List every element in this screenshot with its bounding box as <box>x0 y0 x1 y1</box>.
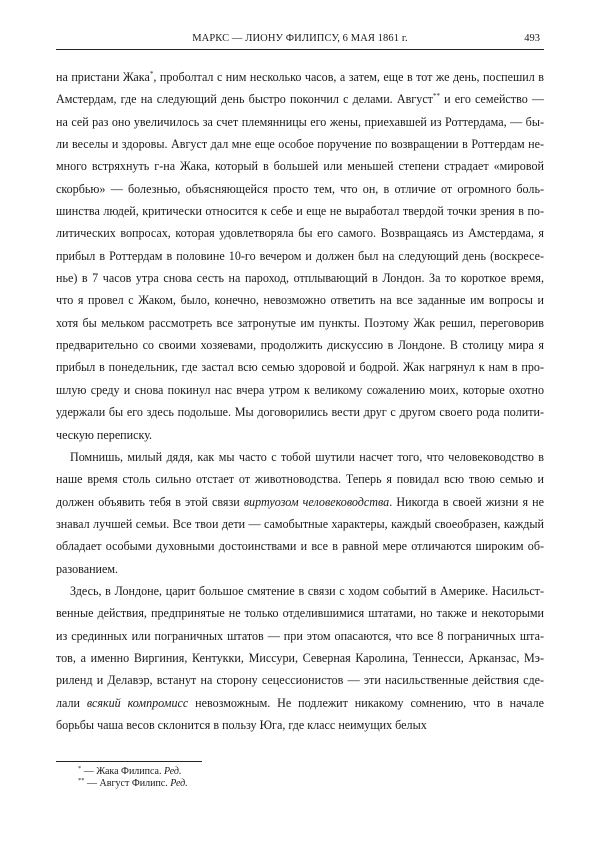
text-run: скорбью» — болезнью, объясняющейся просто тем, что он, в отличие от огромного боль- <box>56 181 544 196</box>
text-run: ли веселы и здоровы. Август дал мне еще особое поручение по возвращении в Роттердам не- <box>56 137 544 152</box>
italic-emphasis: всякий компромисс <box>86 695 189 710</box>
text-run: Помнишь, милый дядя, как мы часто с тобой шутили насчет того, что человеководство в <box>70 449 544 464</box>
footnote-mark: * <box>78 765 82 772</box>
text-line <box>56 356 544 378</box>
page-header <box>56 33 544 50</box>
text-line <box>56 267 544 289</box>
text-run: борьбы чаша весов склонится в пользу Юга, где класс неимущих белых <box>56 717 427 732</box>
text-run: удержали бы его здесь подольше. Мы договорились вести друг с другом своего рода полити- <box>56 405 544 420</box>
text-run: риленд и Делавэр, встанут на сторону сецессионистов — эти насильственные действия сде- <box>56 673 544 688</box>
text-run: из срединных или пограничных штатов — при этом опасаются, что все 8 пограничных шта- <box>56 628 544 643</box>
text-line <box>56 401 544 423</box>
footnote-text: — Жака Филипса. <box>81 766 164 777</box>
footnote <box>78 778 188 790</box>
text-line <box>56 133 544 155</box>
text-run: разованием. <box>56 561 119 576</box>
footnote <box>78 766 188 778</box>
text-line <box>56 155 544 177</box>
text-run: обладает особыми духовными достоинствами и все в равной мере отличаются широким об- <box>56 539 544 554</box>
text-line <box>56 178 544 200</box>
text-run: Амстердам, где на следующий день быстро покончил с делами. Август <box>56 92 433 107</box>
text-line <box>56 334 544 356</box>
text-run: и его семейство — <box>439 92 544 107</box>
text-run: . Никогда в своей жизни я не <box>389 494 544 509</box>
text-run: нье) в 7 часов утра снова сесть на пароход, отплывающий в Лондон. За то короткое время, <box>56 271 544 286</box>
text-run: предварительно со своими хозяевами, продолжить дискуссию в Лондоне. В столицу мира я <box>56 338 544 353</box>
text-run: знавал лучшей семьи. Все твои дети — самобытные характеры, каждый своеобразен, каждый <box>56 516 544 531</box>
text-run: прибыл в понедельник, где застал всю семью здоровой и бодрой. Жак нагрянул к нам в про- <box>56 360 544 375</box>
text-run: что я провел с Жаком, было, конечно, невозможно ответить на все заданные им вопросы и <box>56 293 544 308</box>
text-line <box>56 558 544 580</box>
italic-emphasis: виртуозом человеководства <box>243 494 390 509</box>
text-line <box>56 312 544 334</box>
text-line <box>56 714 544 736</box>
text-line <box>56 602 544 624</box>
text-run: венные действия, предпринятые не только отделившимися штатами, но также и некоторыми <box>56 606 544 621</box>
text-line <box>56 446 544 468</box>
text-line <box>56 379 544 401</box>
text-line <box>56 692 544 714</box>
text-run: невозможным. Не подлежит никакому сомнению, что в начале <box>188 695 544 710</box>
text-line <box>56 111 544 133</box>
text-line <box>56 200 544 222</box>
text-line <box>56 625 544 647</box>
text-line <box>56 491 544 513</box>
text-line <box>56 468 544 490</box>
text-line <box>56 289 544 311</box>
text-line <box>56 513 544 535</box>
running-title: МАРКС — ЛИОНУ ФИЛИПСУ, 6 МАЯ 1861 г. <box>192 33 408 44</box>
text-line <box>56 424 544 446</box>
text-line <box>56 580 544 602</box>
text-run: много встряхнуть г-на Жака, который в большей или меньшей степени страдает «мировой <box>56 159 544 174</box>
text-run: лали <box>56 695 87 710</box>
text-run: шинства людей, критически относится к себе и еще не выработал твердой точки зрения в по- <box>56 204 544 219</box>
text-run: прибыл в Роттердам в половине 10-го вечером и должен был на следующий день (воскресе- <box>56 248 544 263</box>
editor-note: Ред. <box>164 766 182 777</box>
text-run: литических вопросах, которая удовлетворяла бы его самого. Возвращаясь из Амстердама, я <box>56 226 544 241</box>
text-run: ческую переписку. <box>56 427 153 442</box>
footnote-divider <box>56 761 202 762</box>
text-run: хотя бы мельком рассмотреть все затронутые им пункты. Поэтому Жак решил, переговорив <box>56 315 544 330</box>
text-run: шлую среду и снова покинул нас вчера утром к великому сожалению моих, которые охотно <box>56 382 544 397</box>
footnote-marker: ** <box>432 92 440 101</box>
text-line <box>56 669 544 691</box>
text-line <box>56 66 544 88</box>
footnote-text: — Август Филипс. <box>84 778 171 789</box>
text-line <box>56 88 544 110</box>
text-line <box>56 222 544 244</box>
text-run: наше время столь сильно отстает от животноводства. Теперь я повидал всю твою семью и <box>56 472 544 487</box>
text-run: тов, а именно Виргиния, Кентукки, Миссури, Северная Каролина, Теннесси, Арканзас, Мэ- <box>56 650 544 665</box>
text-run: на сей раз оно увеличилось за счет племянницы его жены, приехавшей из Роттердама, — бы- <box>56 114 544 129</box>
footnote-mark: ** <box>78 777 85 784</box>
text-run: , проболтал с ним несколько часов, а затем, еще в тот же день, поспешил в <box>153 70 544 84</box>
text-run: должен объявить тебя в этой связи <box>56 494 244 509</box>
page-number: 493 <box>524 33 540 44</box>
text-line <box>56 535 544 557</box>
footnote-marker: * <box>149 70 154 78</box>
text-line <box>56 647 544 669</box>
text-line <box>56 245 544 267</box>
letter-body-text <box>56 66 544 736</box>
footnotes <box>78 766 188 790</box>
text-run: на пристани Жака <box>56 70 150 84</box>
text-run: Здесь, в Лондоне, царит большое смятение в связи с ходом событий в Америке. Насильст- <box>70 583 544 598</box>
editor-note: Ред. <box>170 778 188 789</box>
